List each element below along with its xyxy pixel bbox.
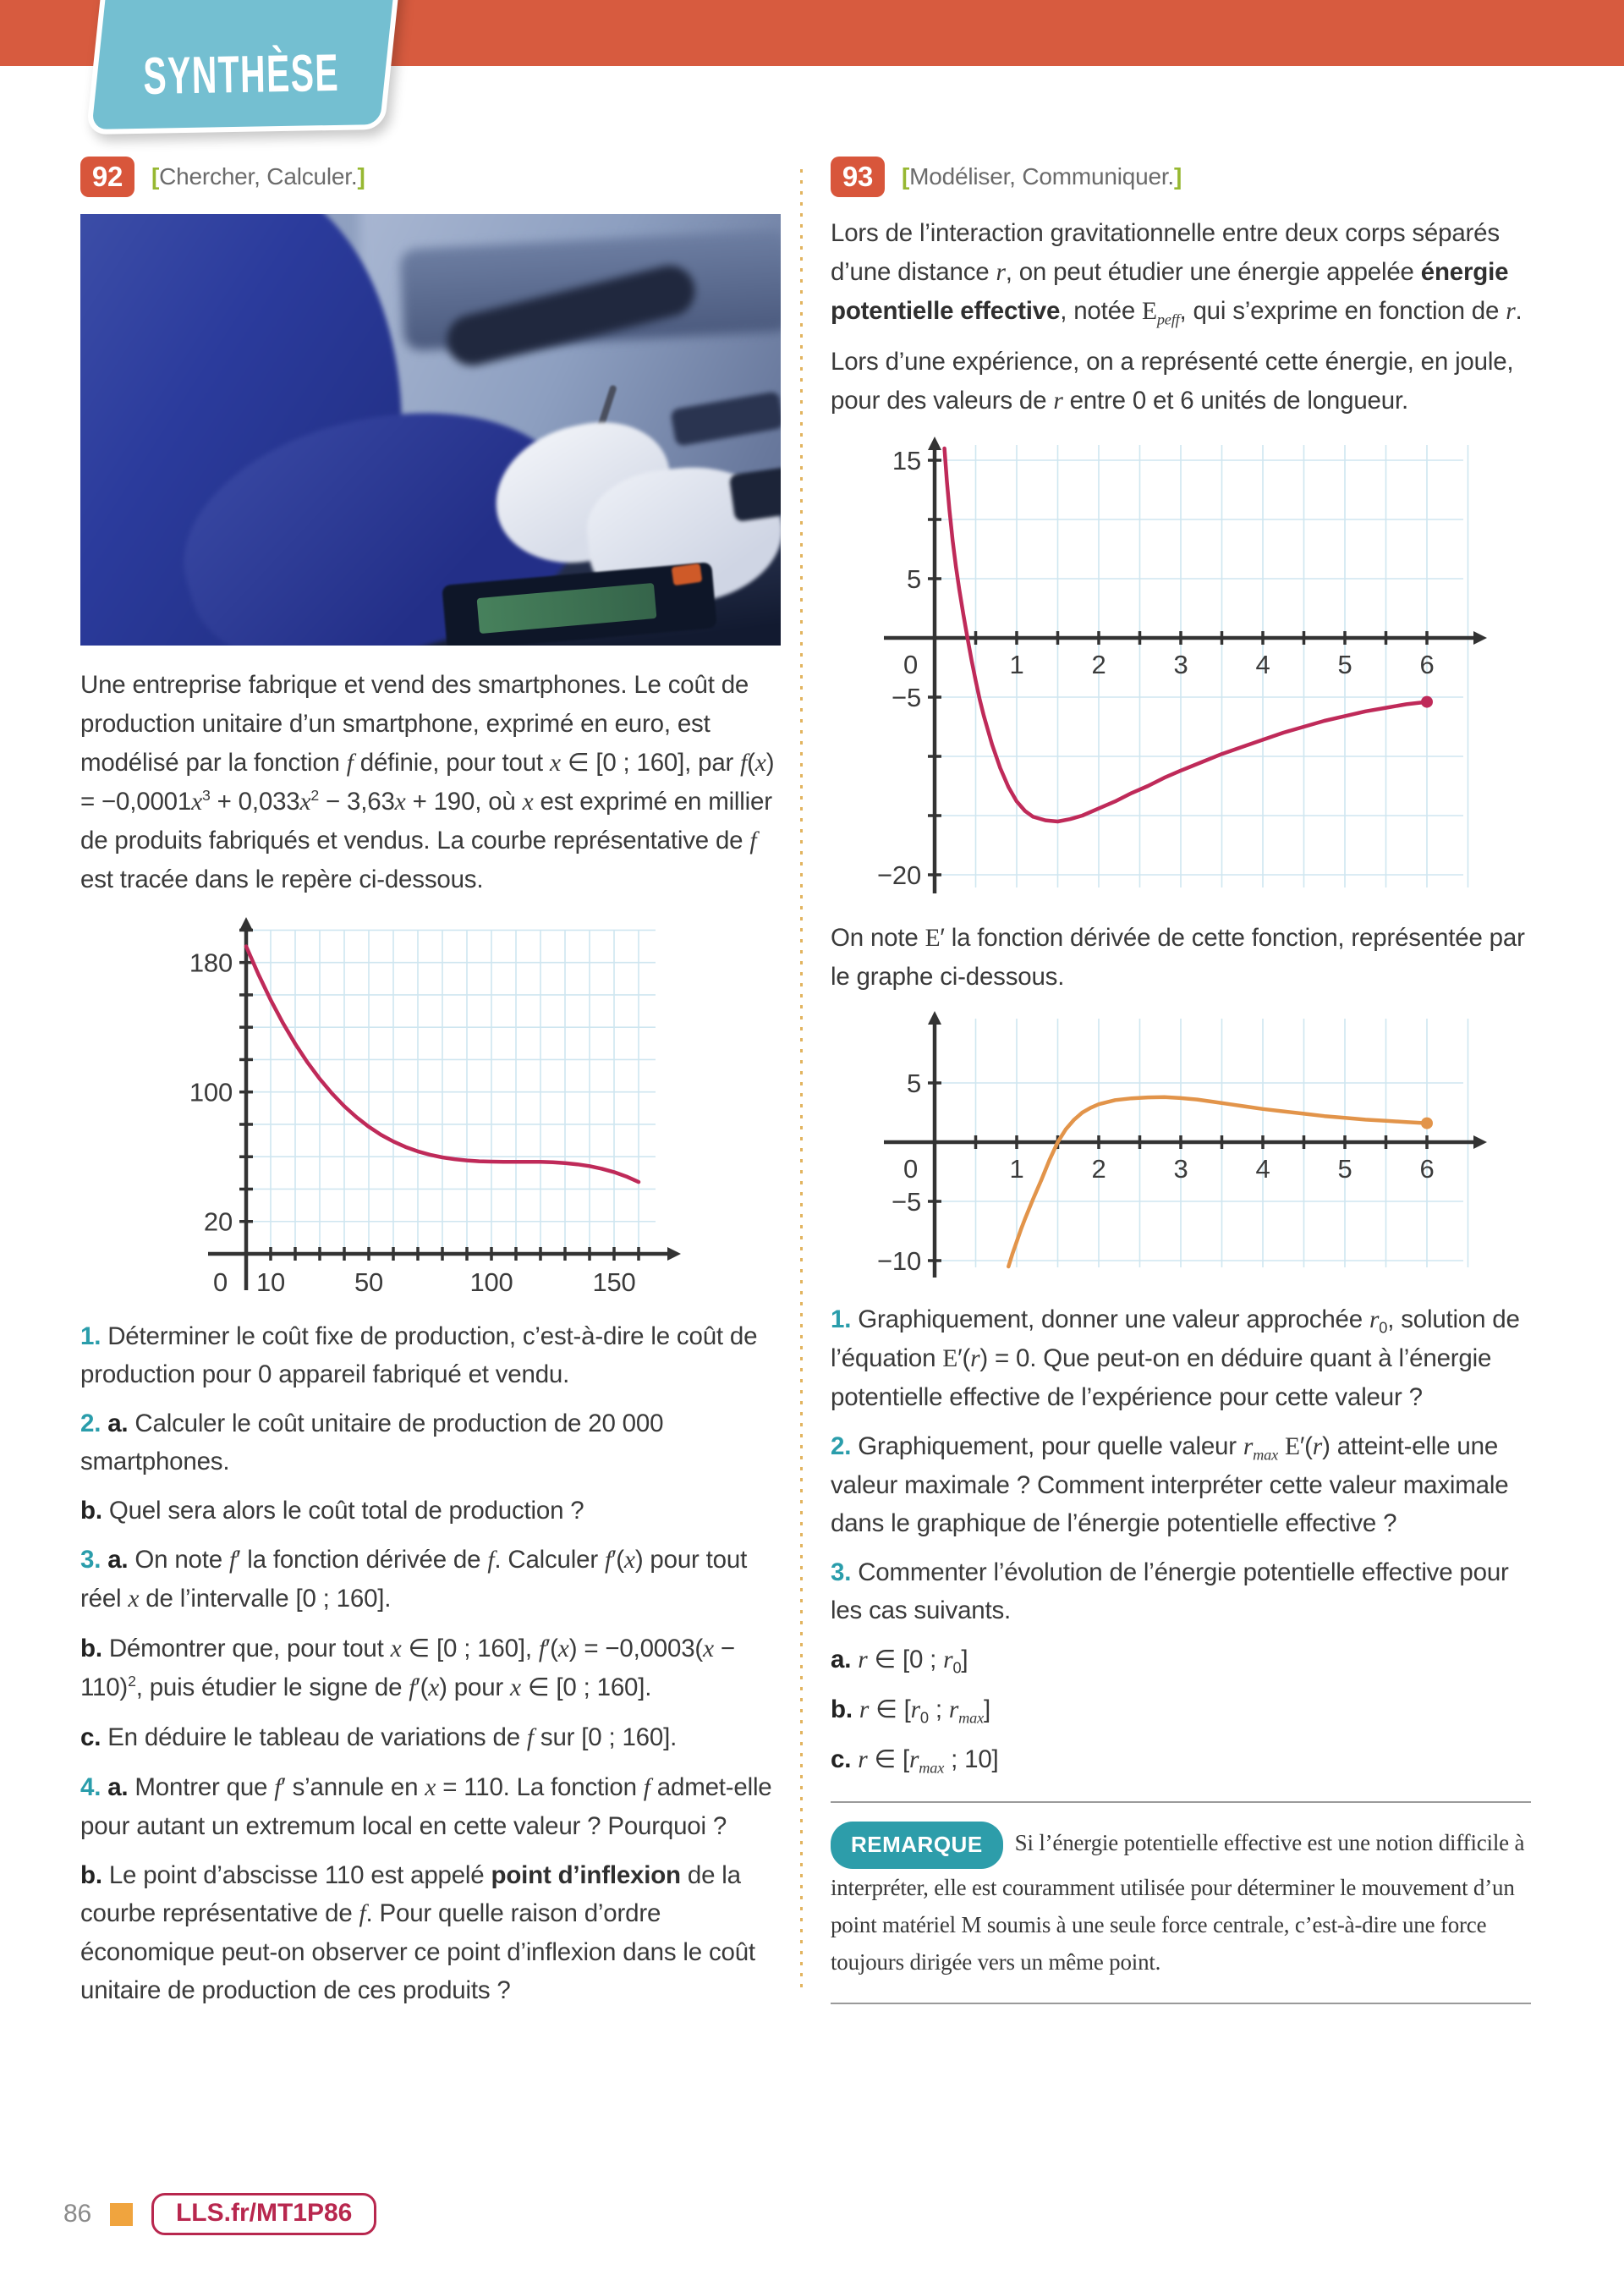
svg-text:100: 100	[469, 1267, 513, 1297]
column-divider-dotted	[800, 169, 803, 1988]
svg-text:1: 1	[1009, 1154, 1024, 1184]
svg-text:3: 3	[1173, 1154, 1188, 1184]
svg-text:−10: −10	[877, 1246, 921, 1276]
question-text: On note f′ la fonction dérivée de f. Calculer f′(x) pour tout réel x de l’intervalle [0 ; 160].	[80, 1546, 748, 1613]
question-text: Calculer le coût unitaire de production de 20 000 smartphones.	[80, 1410, 664, 1475]
exercise-93	[831, 157, 1531, 2004]
remark-divider-bottom	[831, 2003, 1531, 2004]
exercise-skills	[902, 163, 1182, 190]
question	[831, 1553, 1531, 1629]
remark-divider-top	[831, 1801, 1531, 1803]
question-letter: a.	[107, 1546, 129, 1574]
bracket-close: ]	[1174, 163, 1182, 190]
page-footer	[63, 2193, 376, 2235]
question	[80, 1856, 781, 2009]
question	[80, 1317, 781, 1393]
question-letter: b.	[80, 1861, 102, 1889]
question-number: 2.	[80, 1410, 102, 1437]
exercise-92-intro: Une entreprise fabrique et vend des smartphones. Le coût de production unitaire d’un smartphone, exprimé en euro, est modélisé par la fonction f définie, pour tout x ∈ [0 ; 160], par $f(x) = -0,0001x^3 + 0,033x^2 - 3,63x + 190$, où x est exprimé en millier de produits fabriqués et vendus. La courbe représentative de f est tracée dans le repère ci-dessous.	[80, 671, 775, 893]
photo-smartphone-assembly	[80, 214, 781, 646]
svg-text:4: 4	[1255, 1154, 1270, 1184]
exercise-number-badge: 92	[80, 157, 134, 197]
remark-badge: REMARQUE	[831, 1822, 1003, 1869]
question	[831, 1300, 1531, 1416]
question-text: r ∈ [0 ; $r_0$]	[858, 1646, 968, 1677]
question-letter: a.	[107, 1773, 129, 1801]
exercise-number-badge: 93	[831, 157, 885, 197]
svg-text:0: 0	[212, 1267, 228, 1297]
question-text: r ∈ [$r_{max}$ ; 10]	[858, 1745, 999, 1777]
svg-text:−5: −5	[892, 683, 921, 712]
svg-text:5: 5	[1337, 650, 1352, 679]
question-text: Commenter l’évolution de l’énergie potentielle effective pour les cas suivants.	[831, 1558, 1509, 1624]
exercise-93-questions	[831, 1300, 1531, 1779]
chart-derivative-curve	[859, 1008, 1501, 1288]
question-number: 3.	[831, 1558, 852, 1586]
svg-text:0: 0	[903, 650, 918, 679]
svg-text:5: 5	[906, 564, 921, 594]
question-text: Montrer que f′ s’annule en x = 110. La fonction f admet-elle pour autant un extremum local en cette valeur ? Pourquoi ?	[80, 1773, 772, 1840]
question-number: 4.	[80, 1773, 102, 1801]
question-text: Le point d’abscisse 110 est appelé point d’inflexion de la courbe représentative de f. Pour quelle raison d’ordre économique peut-on observer ce point d’inflexion dans le coût unitaire de production de ces produits ?	[80, 1861, 755, 2004]
svg-text:10: 10	[255, 1267, 286, 1297]
exercise-92-header	[80, 157, 781, 197]
question	[80, 1404, 781, 1481]
bracket-open: [	[151, 163, 160, 190]
question-number: 3.	[80, 1546, 102, 1574]
footer-square-icon	[110, 2203, 133, 2226]
bracket-open: [	[902, 163, 910, 190]
svg-text:−5: −5	[892, 1187, 921, 1217]
question	[80, 1718, 781, 1757]
svg-text:4: 4	[1255, 650, 1270, 679]
svg-text:2: 2	[1091, 650, 1106, 679]
question-text: Graphiquement, pour quelle valeur $r_{max}$ E′(r) atteint-elle une valeur maximale ? Comment interpréter cette valeur maximale dans le graphique de l’énergie potentielle effective ?	[831, 1432, 1509, 1537]
svg-text:20: 20	[203, 1206, 233, 1237]
svg-text:6: 6	[1419, 1154, 1435, 1184]
svg-text:100: 100	[189, 1077, 233, 1107]
svg-text:5: 5	[906, 1069, 921, 1098]
question-letter: b.	[80, 1635, 102, 1662]
question-number: 2.	[831, 1432, 852, 1460]
remark-text: Si l’énergie potentielle effective est une notion difficile à interpréter, elle est couramment utilisée pour déterminer le mouvement d’un point matériel M soumis à une seule force centrale, c’est-à-dire une force toujours dirigée vers un même point.	[831, 1830, 1525, 1975]
question-letter: a.	[831, 1646, 852, 1673]
exercise-92-questions	[80, 1317, 781, 2009]
question	[80, 1492, 781, 1530]
question	[831, 1740, 1531, 1779]
chart-energy-curve	[859, 432, 1501, 906]
svg-text:180: 180	[189, 948, 233, 978]
svg-text:2: 2	[1091, 1154, 1106, 1184]
svg-text:15: 15	[892, 446, 921, 475]
question-text: Quel sera alors le coût total de production ?	[108, 1497, 584, 1525]
chart-cost-curve-slot	[80, 911, 781, 1309]
page-number: 86	[63, 2200, 91, 2228]
question-text: Déterminer le coût fixe de production, c’est-à-dire le coût de production pour 0 appareil fabriqué et vendu.	[80, 1322, 758, 1388]
exercise-93-paragraph-1: Lors de l’interaction gravitationnelle entre deux corps séparés d’une distance r, on peut étudier une énergie appelée énergie potentielle effective, notée $E_{peff}$, qui s’exprime en fonction de r.	[831, 219, 1522, 328]
exercise-92	[80, 157, 781, 2020]
svg-text:0: 0	[903, 1154, 918, 1184]
question-text: Graphiquement, donner une valeur approchée $r_0$, solution de l’équation E′(r) = 0. Que peut-on en déduire quant à l’énergie potentielle effective de l’expérience pour cette valeur ?	[831, 1305, 1520, 1411]
question-letter: b.	[831, 1695, 853, 1723]
svg-text:50: 50	[354, 1267, 384, 1297]
exercise-93-header	[831, 157, 1531, 197]
question-letter: c.	[80, 1723, 102, 1751]
svg-text:3: 3	[1173, 650, 1188, 679]
svg-text:150: 150	[592, 1267, 636, 1297]
exercise-93-paragraph-2: Lors d’une expérience, on a représenté cette énergie, en joule, pour des valeurs de r entre 0 et 6 unités de longueur.	[831, 348, 1514, 415]
footer-link[interactable]: LLS.fr/MT1P86	[151, 2193, 376, 2235]
synthese-ribbon	[86, 0, 402, 135]
svg-text:1: 1	[1009, 650, 1024, 679]
svg-text:−20: −20	[877, 860, 921, 890]
question-text: r ∈ [$r_0$ ; $r_{max}$]	[859, 1695, 990, 1727]
chart-derivative-slot	[831, 1008, 1531, 1292]
question-text: En déduire le tableau de variations de f sur [0 ; 160].	[107, 1723, 678, 1751]
page-title: SYNTHÈSE	[142, 44, 340, 106]
question	[831, 1427, 1531, 1542]
question	[80, 1768, 781, 1845]
exercise-93-mid-text: On note E′ la fonction dérivée de cette fonction, représentée par le graphe ci-dessous.	[831, 924, 1525, 991]
question	[80, 1629, 781, 1707]
svg-text:5: 5	[1337, 1154, 1352, 1184]
question-letter: b.	[80, 1497, 102, 1525]
photo-shape	[672, 563, 703, 586]
skills-label: Chercher, Calculer.	[159, 163, 358, 190]
chart-energy-slot	[831, 432, 1531, 910]
chart-cost-curve	[127, 911, 685, 1305]
question-text: Démontrer que, pour tout x ∈ [0 ; 160], $f'(x) = -0,0003(x - 110)^2$, puis étudier le signe de f′(x) pour x ∈ [0 ; 160].	[80, 1635, 735, 1701]
remark-block	[831, 1822, 1531, 1981]
question	[831, 1640, 1531, 1679]
question	[80, 1541, 781, 1618]
bracket-close: ]	[357, 163, 365, 190]
question-letter: c.	[831, 1745, 852, 1773]
exercise-skills	[151, 163, 365, 190]
question-number: 1.	[80, 1322, 102, 1350]
question-letter: a.	[107, 1410, 129, 1437]
question-number: 1.	[831, 1305, 852, 1333]
skills-label: Modéliser, Communiquer.	[909, 163, 1174, 190]
question	[831, 1690, 1531, 1729]
svg-text:6: 6	[1419, 650, 1435, 679]
